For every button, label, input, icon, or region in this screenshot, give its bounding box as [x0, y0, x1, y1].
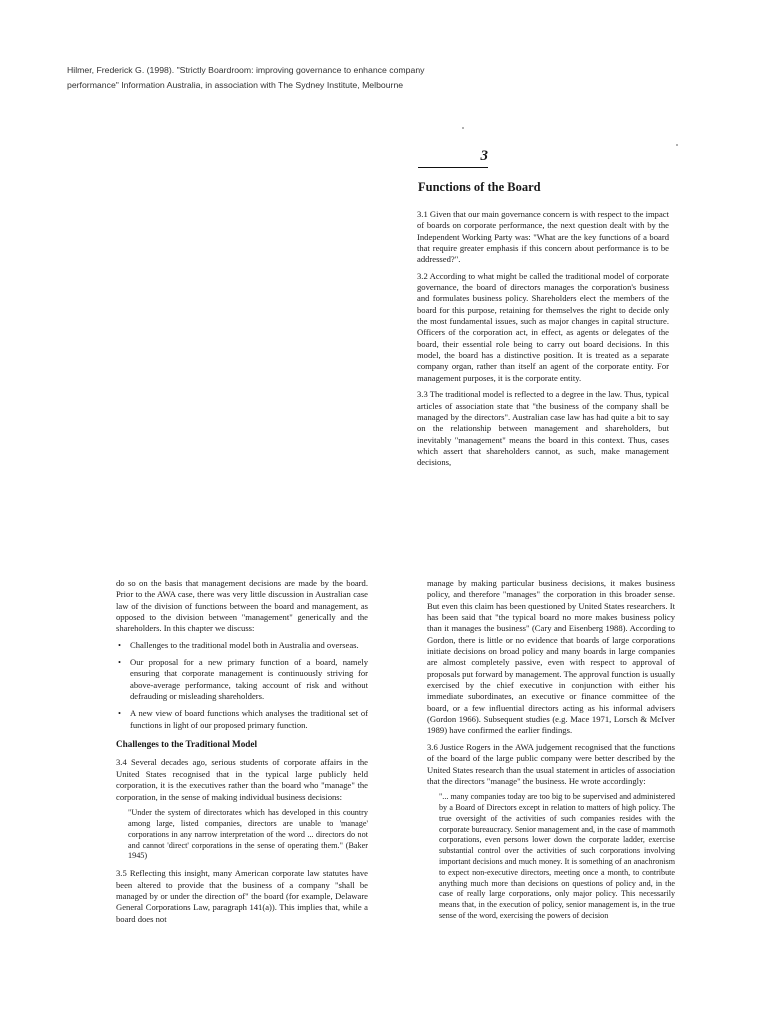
- continued-paragraph: manage by making particular business decisions, it makes business policy, and therefore "manages" the corporation in this broader sense. But even this claim has been questioned by United States researchers. It has been said that "the typical board no more makes business policy than it manages the business" (Cary and Eisenberg 1988). According to Gordon, there is little or no evidence that boards of large corporations initiate decisions on broad policy and many boards in large companies are almost completely passive, even with respect to approval of proposals put forward by management. The approval function is usually exercised by the chief executive in conjunction with either his immediate subordinates, an executive or finance committee of the board, or a few influential directors acting as his informal advisers (Gordon 1966). Subsequent studies (e.g. Mace 1971, Lorsch & McIver 1989) have confirmed the earlier findings.: [427, 578, 675, 736]
- paragraph-3-5: 3.5 Reflecting this insight, many American corporate law statutes have been altered to provide that the business of a company "shall be managed by or under the direction of" the board (for example, Delaware General Corporations Law, paragraph 141(a)). This implies that, while a board does not: [116, 868, 368, 924]
- intro-paragraph: do so on the basis that management decisions are made by the board. Prior to the AWA case, there was very little discussion in Australian case law of the division of functions between the board and management, as opposed to the division between "management" generically and the shareholders. In this chapter we discuss:: [116, 578, 368, 634]
- paragraph-3-4: 3.4 Several decades ago, serious students of corporate affairs in the United States recognised that in the typical large publicly held corporation, it is the executives rather than the board who "manage" the corporation, in the sense of making individual business decisions:: [116, 757, 368, 802]
- lower-left-column: [116, 578, 368, 930]
- citation-line-2: performance" Information Australia, in association with The Sydney Institute, Melbourne: [67, 80, 404, 90]
- list-item: • A new view of board functions which analyses the traditional set of functions in light of our proposed primary function.: [116, 708, 368, 731]
- citation: [67, 63, 467, 93]
- citation-line-1: Hilmer, Frederick G. (1998). "Strictly Boardroom: improving governance to enhance company: [67, 65, 425, 75]
- scan-speck: [462, 127, 464, 129]
- list-item: • Our proposal for a new primary function of a board, namely ensuring that corporate management is continuously striving for above-average performance, taking account of risk and without defrauding or misleading shareholders.: [116, 657, 368, 702]
- upper-text-column: [417, 209, 669, 469]
- baker-quote: "Under the system of directorates which has developed in this country among large, listed companies, directors are unable to 'manage' corporations in any narrow interpretation of the word ... directors do not and cannot 'direct' corporations in the sense of operating them." (Baker 1945): [128, 807, 368, 861]
- chapter-number: 3: [418, 148, 488, 168]
- paragraph-3-3: 3.3 The traditional model is reflected to a degree in the law. Thus, typical articles of association state that "the business of the company shall be managed by the directors". Australian case law has had quite a bit to say on the relationship between management and shareholders, but inevitably "management" means the board in this context. Thus, cases which assert that shareholders cannot, as such, make management decisions,: [417, 389, 669, 468]
- list-item: • Challenges to the traditional model both in Australia and overseas.: [116, 640, 368, 651]
- discussion-list: [116, 640, 368, 731]
- paragraph-3-6: 3.6 Justice Rogers in the AWA judgement recognised that the functions of the board of the large public company were better described by the United States research than the usual statement in articles of association that the directors "manage" the business. He wrote accordingly:: [427, 741, 675, 786]
- paragraph-3-2: 3.2 According to what might be called the traditional model of corporate governance, the board of directors manages the corporation's business and formulates business policy. Shareholders elect the members of the board for this purpose, retaining for themselves the right to decide only the most fundamental issues, such as major changes in capital structure. Officers of the corporation act, in effect, as agents or delegates of the board, their essential role being to carry out board decisions. In this model, the board has a distinctive position. It is treated as a separate company organ, rather than itself an agent of the corporate entity. For management purposes, it is the corporate entity.: [417, 270, 669, 383]
- rogers-quote: "... many companies today are too big to be supervised and administered by a Board of Directors except in relation to matters of high policy. The true oversight of the activities of such companies resides with the corporate bureaucracy. Senior management and, in the case of mammoth corporations, even persons lower down the corporate ladder, exercise substantial control over the activities of such corporations involving important decisions and much money. It is something of an anachronism to expect non-executive directors, meeting once a month, to contribute anything much more than decisions on questions of policy and, in the case of really large corporations, only major policy. This necessarily means that, in the execution of policy, senior management is, in the true sense of the word, exercising the powers of decision: [439, 792, 675, 920]
- chapter-title: Functions of the Board: [418, 180, 541, 194]
- scan-speck: [676, 144, 678, 146]
- section-heading: Challenges to the Traditional Model: [116, 739, 258, 750]
- lower-right-column: [427, 578, 675, 922]
- paragraph-3-1: 3.1 Given that our main governance concern is with respect to the impact of boards on corporate performance, the next question dealt with by the Independent Working Party was: "What are the key functions of a board that require greater emphasis if this concern about performance is to be addressed?".: [417, 209, 669, 265]
